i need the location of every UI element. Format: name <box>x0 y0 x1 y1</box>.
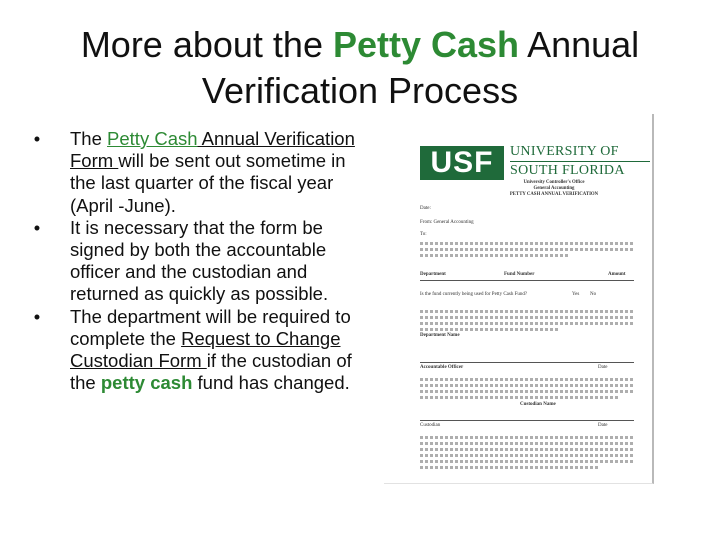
form-no: No <box>590 292 597 297</box>
slide-title <box>40 22 680 114</box>
form-text-line <box>420 454 634 457</box>
logo-divider <box>510 161 650 162</box>
form-department-name: Department Name <box>420 333 460 338</box>
form-text-line <box>420 396 620 399</box>
form-text-line <box>420 248 634 251</box>
form-col-department: Department <box>420 272 446 277</box>
bullet-dot: • <box>33 305 41 327</box>
form-text-line <box>420 460 634 463</box>
petty-cash-highlight: petty cash <box>100 372 193 394</box>
title-line2: Verification Process <box>201 70 519 111</box>
form-from-label: From: General Accounting <box>420 220 474 225</box>
bullet-item <box>28 217 358 306</box>
form-date-1: Date <box>598 365 608 370</box>
verification-form-image <box>384 114 654 484</box>
form-text-line <box>420 242 634 245</box>
usf-logo-text <box>510 144 650 179</box>
form-header-line: PETTY CASH ANNUAL VERIFICATION <box>509 192 599 197</box>
form-text-line <box>420 316 634 319</box>
bullet-item <box>28 306 358 395</box>
form-text-line <box>420 328 560 331</box>
title-highlight: Petty Cash <box>332 24 520 65</box>
title-text: Annual <box>519 24 640 65</box>
form-custodian-name: Custodian Name <box>520 402 556 407</box>
form-yes: Yes <box>572 292 580 297</box>
form-header <box>494 180 614 198</box>
usf-logo-box: USF <box>420 146 504 180</box>
petty-cash-link[interactable]: Petty Cash <box>107 128 198 149</box>
form-rule <box>420 362 634 363</box>
form-text-line <box>420 390 634 393</box>
form-text-line <box>420 254 570 257</box>
form-rule <box>420 420 634 421</box>
bullet-item <box>28 128 358 217</box>
bullet-list <box>28 128 358 394</box>
form-text-line <box>420 448 634 451</box>
form-question: Is the fund currently being used for Petty Cash Fund? <box>420 292 528 297</box>
request-change-custodian-link[interactable]: Request to Change Custodian Form <box>70 327 341 372</box>
form-date-label: Date: <box>420 206 431 211</box>
bullet-dot: • <box>33 216 41 238</box>
form-date-2: Date <box>598 423 608 428</box>
form-to-label: To: <box>420 232 427 237</box>
form-custodian: Custodian <box>420 423 441 428</box>
logo-line-1: UNIVERSITY OF <box>510 144 619 159</box>
logo-line-2: SOUTH FLORIDA <box>510 163 625 178</box>
bullet-dot: • <box>33 128 41 149</box>
form-rule <box>420 280 634 281</box>
form-text-line <box>420 378 634 381</box>
bullet-text: will be sent out sometime in the last quarter of the fiscal year (April -June). <box>70 150 346 216</box>
bullet-text: It is necessary that the form be signed by both the accountable officer and the custodian and returned as quickly as possible. <box>70 216 329 305</box>
bullet-text: The department will be required to complete the <box>70 305 351 349</box>
form-text-line <box>420 466 600 469</box>
bullet-text: The <box>70 128 108 149</box>
title-text: More about the <box>80 24 333 65</box>
form-text-line <box>420 384 634 387</box>
form-header-line: General Accounting <box>533 186 575 191</box>
bullet-text: fund has changed. <box>192 372 350 394</box>
usf-logo <box>420 142 650 184</box>
form-header-line: University Controller's Office <box>523 180 585 185</box>
verification-form-link[interactable]: Annual Verification Form <box>70 128 355 172</box>
form-text-line <box>420 442 634 445</box>
form-text-line <box>420 322 634 325</box>
bullet-text: if the custodian of the <box>70 350 352 394</box>
form-accountable-officer: Accountable Officer <box>420 365 464 370</box>
form-text-line <box>420 310 634 313</box>
form-col-amount: Amount <box>608 272 626 277</box>
form-text-line <box>420 436 634 439</box>
form-col-fund: Fund Number <box>504 272 535 277</box>
